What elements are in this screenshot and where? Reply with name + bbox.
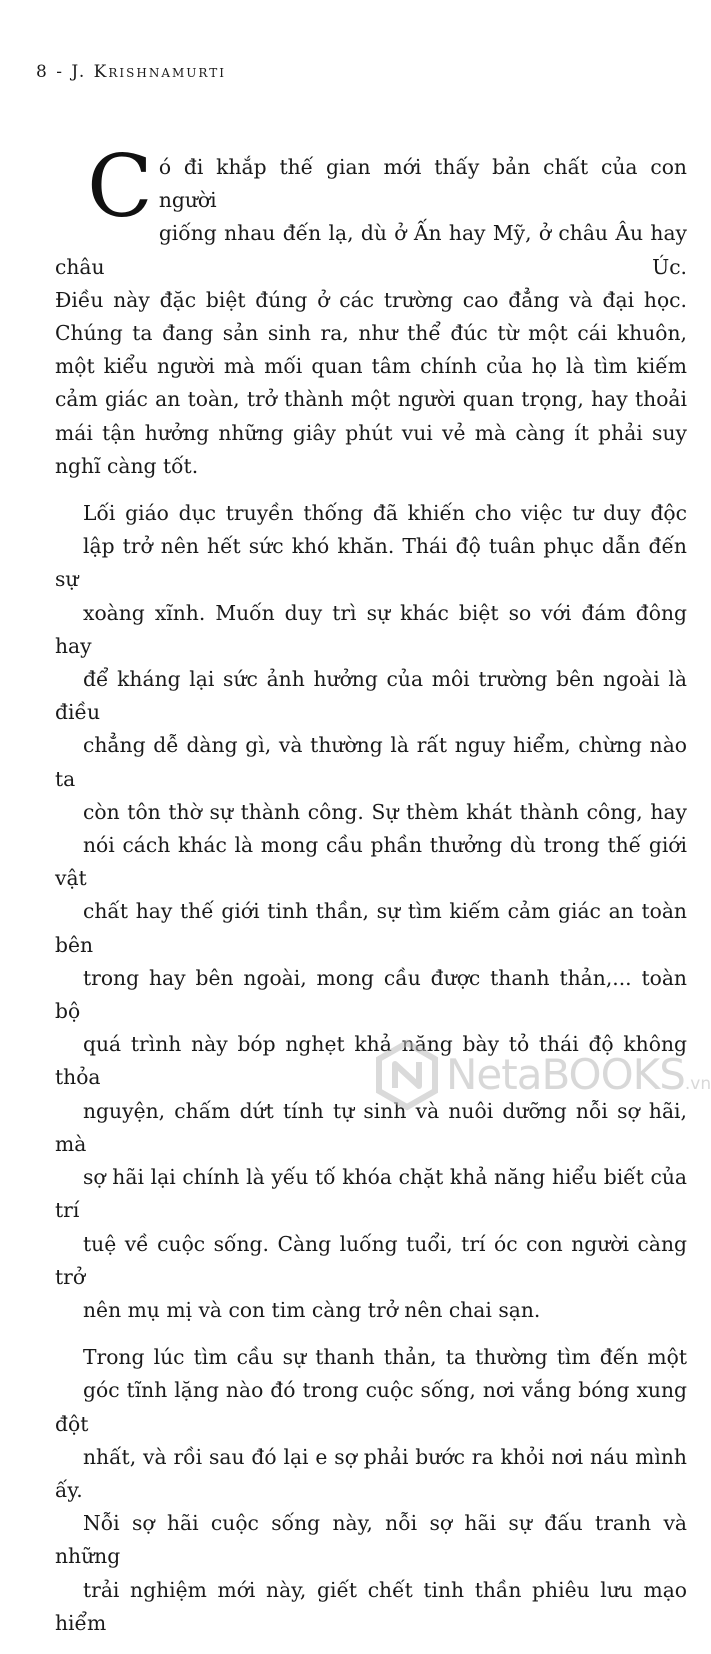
watermark: [372, 1040, 711, 1110]
text-line: cảm giác an toàn, trở thành một người quan trọng, hay thoải: [55, 387, 687, 412]
drop-cap: C: [87, 137, 153, 237]
text-line: chất hay thế giới tinh thần, sự tìm kiếm cảm giác an toàn bên: [55, 899, 687, 957]
watermark-suffix: .vn: [684, 1074, 711, 1094]
text-line: mái tận hưởng những giây phút vui vẻ mà càng ít phải suy: [55, 420, 687, 445]
text-line: xoàng xĩnh. Muốn duy trì sự khác biệt so với đám đông hay: [55, 600, 687, 658]
text-line: Trong lúc tìm cầu sự thanh thản, ta thường tìm đến một: [83, 1345, 687, 1370]
text-line: còn tôn thờ sự thành công. Sự thèm khát thành công, hay: [83, 799, 687, 824]
text-line: Điều này đặc biệt đúng ở các trường cao đẳng và đại học.: [55, 287, 687, 312]
text-line: nguyện, chấm dứt tính tự sinh và nuôi dưỡng nỗi sợ hãi, mà: [55, 1098, 687, 1156]
text-line: chẳng dễ dàng gì, và thường là rất nguy hiểm, chừng nào ta: [55, 733, 687, 791]
text-line: Chúng ta đang sản sinh ra, như thể đúc từ một cái khuôn,: [55, 321, 687, 346]
text-line: nói cách khác là mong cầu phần thưởng dù trong thế giới vật: [55, 833, 687, 891]
text-line: Lối giáo dục truyền thống đã khiến cho việc tư duy độc: [83, 501, 687, 526]
text-line: nghĩ càng tốt.: [55, 453, 199, 478]
text-line: giống nhau đến lạ, dù ở Ấn hay Mỹ, ở châu Âu hay châu Úc.: [55, 221, 687, 279]
text-line: để kháng lại sức ảnh hưởng của môi trường bên ngoài là điều: [55, 667, 687, 725]
text-line: góc tĩnh lặng nào đó trong cuộc sống, nơi vắng bóng xung đột: [55, 1378, 687, 1436]
text-line: nên mụ mị và con tim càng trở nên chai sạn.: [83, 1297, 541, 1322]
text-line: tuệ về cuộc sống. Càng luống tuổi, trí óc con người càng trở: [55, 1231, 687, 1289]
body-text: [55, 137, 687, 1654]
text-line: nhất, và rồi sau đó lại e sợ phải bước ra khỏi nơi náu mình ấy.: [55, 1444, 687, 1502]
netabooks-logo-icon: [372, 1040, 442, 1110]
text-line: sợ hãi lại chính là yếu tố khóa chặt khả năng hiểu biết của trí: [55, 1165, 687, 1223]
text-line: Nỗi sợ hãi cuộc sống này, nỗi sợ hãi sự đấu tranh và những: [55, 1511, 687, 1569]
text-line: một kiểu người mà mối quan tâm chính của họ là tìm kiếm: [55, 354, 687, 379]
running-header: 8 - J. Krishnamurti: [36, 62, 226, 82]
watermark-brand: NetaBOOKS: [446, 1050, 685, 1099]
text-line: quá trình này bóp nghẹt khả năng bày tỏ thái độ không thỏa: [55, 1032, 687, 1090]
paragraph-1: [55, 137, 687, 483]
text-line: ó đi khắp thế gian mới thấy bản chất của con người: [158, 155, 687, 213]
paragraph-3: [55, 1341, 687, 1640]
text-line: trong hay bên ngoài, mong cầu được thanh thản,... toàn bộ: [55, 965, 687, 1024]
text-line: lập trở nên hết sức khó khăn. Thái độ tuân phục dẫn đến sự: [55, 534, 687, 592]
text-line: trải nghiệm mới này, giết chết tinh thần phiêu lưu mạo hiểm: [55, 1577, 687, 1635]
paragraph-2: [55, 497, 687, 1327]
